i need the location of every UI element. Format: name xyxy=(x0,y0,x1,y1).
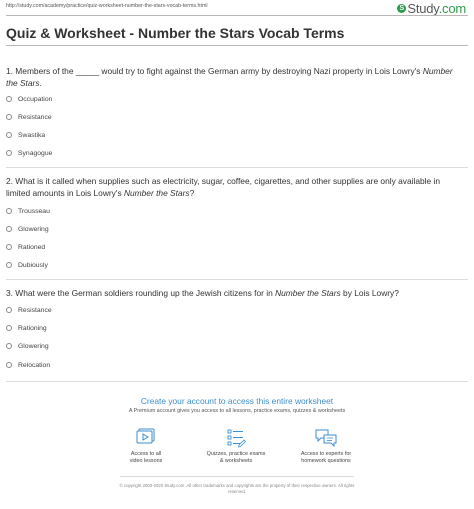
answer-option[interactable]: Glowering xyxy=(6,225,49,233)
answer-option[interactable]: Glowering xyxy=(6,342,49,350)
footer-divider xyxy=(120,476,354,477)
answer-option[interactable]: Resistance xyxy=(6,306,52,314)
feature-quizzes-worksheets xyxy=(191,428,281,465)
answer-option[interactable]: Swastika xyxy=(6,131,45,139)
radio-button[interactable] xyxy=(6,114,12,120)
page-title: Quiz & Worksheet - Number the Stars Vocab Terms xyxy=(6,25,345,41)
answer-option[interactable]: Trousseau xyxy=(6,207,50,215)
question-1: 1. Members of the _____ would try to fight against the German army by destroying Nazi property in Lois Lowry's Number the Stars. xyxy=(6,66,453,88)
cta-subtitle: A Premium account gives you access to all lessons, practice exams, quizzes & worksheets xyxy=(128,408,346,414)
feature-expert-help xyxy=(281,428,371,465)
radio-button[interactable] xyxy=(6,307,12,313)
video-lessons-icon xyxy=(135,428,157,448)
feature-text: Access to all video lessons xyxy=(129,451,163,464)
radio-button[interactable] xyxy=(6,244,12,250)
answer-option[interactable]: Rationed xyxy=(6,243,45,251)
study-logo-text: Study.com xyxy=(407,0,466,16)
question-divider xyxy=(6,279,468,280)
answer-option[interactable]: Synagogue xyxy=(6,149,52,157)
study-logo[interactable] xyxy=(397,1,466,15)
radio-button[interactable] xyxy=(6,343,12,349)
answer-option[interactable]: Rationing xyxy=(6,324,47,332)
feature-text: Access to experts for homework questions xyxy=(300,451,352,464)
radio-button[interactable] xyxy=(6,262,12,268)
radio-button[interactable] xyxy=(6,226,12,232)
question-divider xyxy=(6,381,468,382)
feature-video-lessons xyxy=(101,428,191,465)
answer-option[interactable]: Resistance xyxy=(6,113,52,121)
copyright-footer: © copyright 2003-2020 Study.com. All other trademarks and copyrights are the property of their respective owners. All rights reserved. xyxy=(119,483,355,494)
expert-chat-icon xyxy=(314,428,338,448)
feature-text: Quizzes, practice exams & worksheets xyxy=(206,451,266,464)
question-3: 3. What were the German soldiers rounding up the Jewish citizens for in Number the Stars by Lois Lowry? xyxy=(6,288,399,298)
question-2: 2. What is it called when supplies such as electricity, sugar, coffee, cigarettes, and other supplies are only available in limited amounts in Lois Lowry's Number the Stars? xyxy=(6,176,441,198)
radio-button[interactable] xyxy=(6,208,12,214)
question-divider xyxy=(6,167,468,168)
answer-option[interactable]: Occupation xyxy=(6,95,52,103)
answer-option[interactable]: Relocation xyxy=(6,361,50,369)
quizzes-worksheets-icon xyxy=(225,428,247,448)
radio-button[interactable] xyxy=(6,132,12,138)
page-url: http://study.com/academy/practice/quiz-worksheet-number-the-stars-vocab-terms.html xyxy=(6,3,208,9)
header-divider xyxy=(6,15,468,16)
radio-button[interactable] xyxy=(6,362,12,368)
radio-button[interactable] xyxy=(6,325,12,331)
radio-button[interactable] xyxy=(6,96,12,102)
answer-option[interactable]: Dubiously xyxy=(6,261,48,269)
radio-button[interactable] xyxy=(6,150,12,156)
title-divider xyxy=(6,45,468,46)
cta-title[interactable]: Create your account to access this entire worksheet xyxy=(140,396,334,406)
study-logo-mark: S xyxy=(397,4,406,13)
